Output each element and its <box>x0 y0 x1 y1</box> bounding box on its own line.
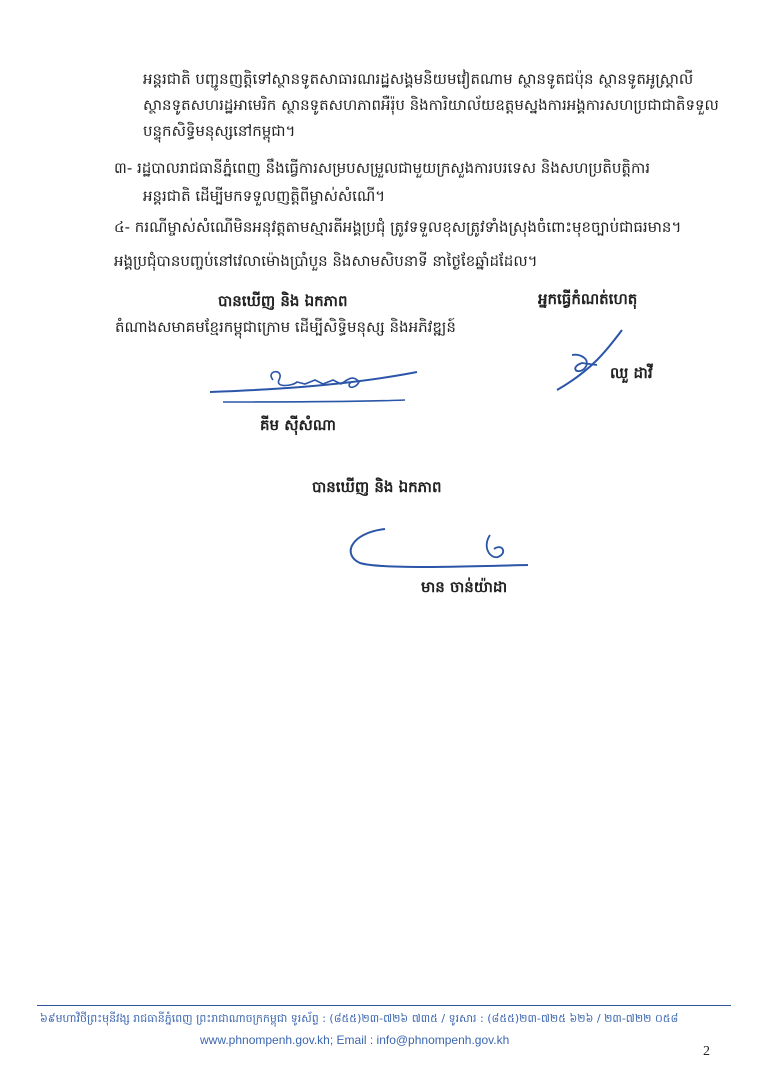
seen-and-agreed-heading-2: បានឃើញ និង ឯកភាព <box>312 478 442 496</box>
item-4: ៤- ករណីម្ចាស់សំណើមិនអនុវត្តតាមស្មារតីអង្គប្រជុំ ត្រូវទទួលខុសត្រូវទាំងស្រុងចំពោះមុខច្បាប់ជាធរមាន។ <box>114 218 682 236</box>
signature-3 <box>340 525 530 575</box>
seen-and-agreed-heading-1: បានឃើញ និង ឯកភាព <box>218 292 348 310</box>
closing-statement: អង្គប្រជុំបានបញ្ចប់នៅវេលាម៉ោងប្រាំបួន និងសាមសិបនាទី នាថ្ងៃខែឆ្នាំដដែល។ <box>114 252 538 270</box>
footer-web-email: www.phnompenh.gov.kh; Email : info@phnompenh.gov.kh <box>200 1033 510 1047</box>
signature-1 <box>205 360 420 410</box>
footer-address: ៦៩មហាវិថីព្រះមុនីវង្ស រាជធានីភ្នំពេញ ព្រះរាជាណាចក្រកម្ពុជា ទូរស័ព្ទ : (៨៥៥)២៣-៧២៦ ៧៣៥ / ទូរសារ : (៨៥៥)២៣-៧២៥ ៦២៦ / ២៣-៧២២ ០៥៨ <box>40 1012 679 1025</box>
representative-text: តំណាងសមាគមខ្មែរកម្ពុជាក្រោម ដើម្បីសិទ្ធិមនុស្ស និងអភិវឌ្ឍន៍ <box>115 318 456 336</box>
footer-divider <box>37 1005 731 1006</box>
signatory-name-3: មាន ចាន់យ៉ាដា <box>421 578 508 596</box>
signatory-name-2: ឈួ ដាវី <box>610 364 653 382</box>
signatory-name-1: គីម ស៊ីសំណា <box>260 416 336 434</box>
item-3-line-2: អន្តរជាតិ ដើម្បីមកទទួលញត្តិពីម្ចាស់សំណើ។ <box>143 187 386 205</box>
minutes-author-heading: អ្នកធ្វើកំណត់ហេតុ <box>538 290 638 308</box>
page-number: 2 <box>703 1044 710 1059</box>
body-paragraph-1: អន្តរជាតិ បញ្ជូនញត្តិទៅស្ថានទូតសាធារណរដ្ឋសង្គមនិយមវៀតណាម ស្ថានទូតជប៉ុន ស្ថានទូតអូស្ត្រាលី ស្ថានទូតសហរដ្ឋអាមេរិក ស្ថានទូតសហភាពអឺរ៉ុប និងការិយាល័យឧត្តមស្នងការអង្គការសហប្រជាជាតិទទួលបន្ទុកសិទ្ធិមនុស្សនៅកម្ពុជា។ <box>143 70 719 140</box>
item-3-line-1: ៣- រដ្ឋបាលរាជធានីភ្នំពេញ នឹងធ្វើការសម្របសម្រួលជាមួយក្រសួងការបរទេស និងសហប្រតិបត្តិការ <box>114 159 651 177</box>
